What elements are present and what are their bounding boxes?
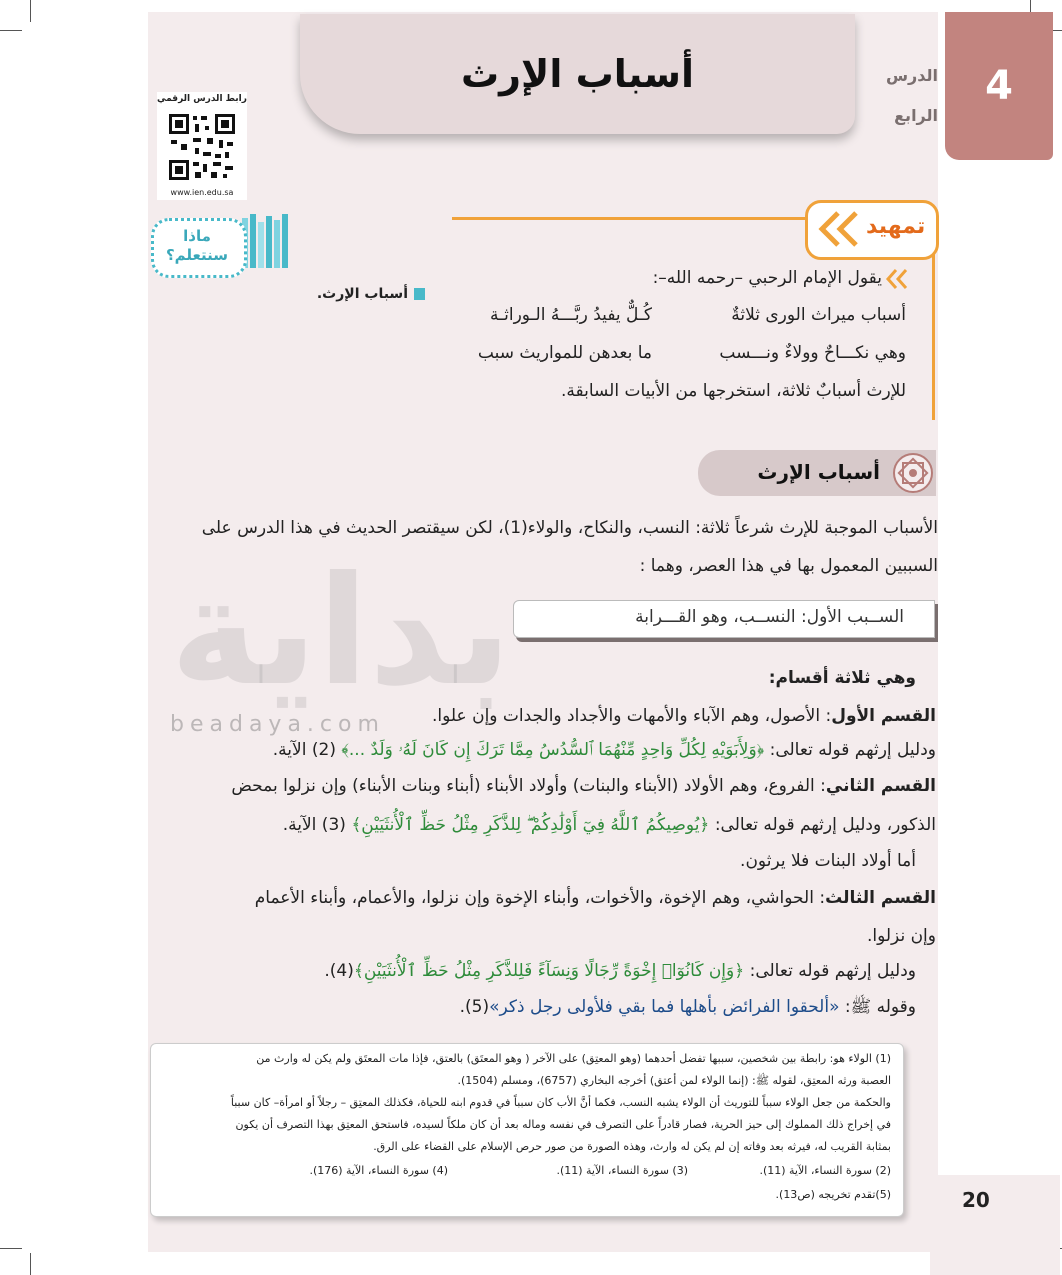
footnote-5: (5)تقدم تخريجه (ص13).: [775, 1188, 891, 1201]
body-line-9: [324, 960, 916, 981]
body-line-5: [283, 814, 936, 835]
lesson-ordinal: الرابع: [894, 106, 938, 125]
lesson-number-tab: [945, 12, 1053, 160]
body-line-10: [460, 996, 916, 1021]
quran-verse-1: ﴿وَلِأَبَوَيْهِ لِكُلِّ وَاحِدٍ مِّنْهُمَا ٱلسُّدُسُ مِمَّا تَرَكَ إِن كَانَ لَهُۥ وَلَدٌ ...﴾: [341, 740, 765, 760]
verse2-left: ما بعدهن للمواريث سبب: [477, 343, 652, 363]
second-part-label: القسم الثاني: [825, 776, 936, 796]
watermark-logo: بداية: [170, 545, 512, 719]
body-line-3-post: (2) الآية.: [272, 740, 336, 760]
verse2-right: وهي نكـــاحٌ وولاءٌ ونـــسب: [719, 343, 906, 363]
ornament-icon: [892, 452, 934, 494]
qr-caption: رابط الدرس الرقمي: [157, 94, 247, 104]
footnote-1c: والحكمة من جعل الولاء سبباً للتوريث أن الولاء يشبه النسب، فكما أنَّ الأب كان سبباً في قدوم ابنه للحياة، فكذلك المعتِق – رجلاً أو امرأة– كان سبباً: [230, 1096, 891, 1109]
verse1-left: كُـلٌّ يفيدُ ربَّـــهُ الـوراثـة: [490, 305, 652, 325]
tamheed-side-line: [932, 240, 935, 420]
footnote-3: (3) سورة النساء، الآية (11).: [556, 1164, 688, 1177]
body-line-7: [255, 888, 936, 908]
third-part-label: القسم الثالث: [825, 888, 936, 908]
qr-code-icon[interactable]: [167, 112, 237, 182]
qr-block[interactable]: [157, 92, 247, 200]
learn-label-line2: سنتعلم؟: [165, 246, 229, 264]
page-number: 20: [962, 1188, 990, 1212]
footnote-2: (2) سورة النساء، الآية (11).: [759, 1164, 891, 1177]
body-line-8: وإن نزلوا.: [866, 926, 936, 946]
verse1-right: أسباب ميراث الورى ثلاثةٌ: [731, 305, 906, 325]
body-line-1: وهي ثلاثة أقسام:: [768, 668, 916, 688]
page-number-box: [930, 1175, 1060, 1275]
section-title: أسباب الإرث: [757, 460, 880, 484]
qr-url[interactable]: www.ien.edu.sa: [170, 188, 234, 197]
footnote-4: (4) سورة النساء، الآية (176).: [309, 1164, 448, 1177]
title-banner: [300, 14, 855, 134]
books-icon: [240, 212, 292, 270]
body-line-4-text: : الفروع، وهم الأولاد (الأبناء والبنات) وأولاد الأبناء (أبناء وبنات الأبناء) وإن نزلوا بمحض: [231, 776, 826, 796]
crop-mark: [0, 1248, 22, 1249]
hadith-text: «ألحقوا الفرائض بأهلها فما بقي فلأولى رجل ذكر»: [489, 997, 840, 1017]
small-chevron-icon: [884, 268, 910, 290]
tamheed-label: تمهيد: [866, 214, 926, 239]
learn-label-line1: ماذا: [183, 227, 211, 245]
body-line-9-pre: ودليل إرثهم قوله تعالى:: [749, 961, 916, 981]
body-line-3: [273, 740, 936, 760]
tamheed-divider: [452, 217, 822, 220]
sub-header: [513, 600, 935, 638]
section-para-line1: الأسباب الموجبة للإرث شرعاً ثلاثة: النسب، والنكاح، والولاء(1)، لكن سيقتصر الحديث في هذا الدرس على: [201, 518, 938, 538]
body-line-4: [231, 776, 936, 796]
sub-header-text: الســبب الأول: النســب، وهو القـــرابة: [635, 607, 904, 627]
what-will-we-learn-box: [151, 218, 247, 278]
body-line-3-pre: ودليل إرثهم قوله تعالى:: [769, 740, 936, 760]
footnote-1e: بمثابة القريب له، فيرثه بعد وفاته إن لم يكن له وارث، وهذه الصورة من صور حرص الإسلام على القضاء على الرق.: [373, 1140, 891, 1153]
footnote-1d: في إخراج ذلك المملوك إلى حيز الحرية، فصار قادراً على التصرف في نفسه وماله بعد أن كان ملكاً لسيده، فاستحق المعتِق بهذا التصرف أن يكون: [235, 1118, 891, 1131]
body-line-10-post: (5).: [459, 997, 490, 1017]
tamheed-task: للإرث أسبابٌ ثلاثة، استخرجها من الأبيات السابقة.: [560, 381, 906, 401]
double-chevron-icon: [814, 211, 860, 247]
footnote-1b: العصبة ورثه المعتِق، لقوله ﷺ: (إنما الولاء لمن أعتق) أخرجه البخاري (6757)، ومسلم (1504).: [457, 1074, 891, 1087]
learn-item: [250, 286, 425, 302]
section-para-line2: السببين المعمول بها في هذا العصر، وهما :: [639, 556, 938, 576]
body-line-6: أما أولاد البنات فلا يرثون.: [740, 851, 916, 871]
footnote-1a: (1) الولاء هو: رابطة بين شخصين، سببها تفضل أحدهما (وهو المعتِق) على الآخر ( وهو المعتَق) بالعتق، فإذا مات المعتَق ولم يكن له وارث من: [256, 1052, 891, 1065]
body-line-9-post: (4).: [324, 961, 354, 981]
crop-mark: [30, 0, 31, 22]
first-part-label: القسم الأول: [831, 706, 936, 726]
crop-mark: [0, 30, 22, 31]
body-line-5-post: (3) الآية.: [282, 815, 346, 835]
lesson-number: 4: [985, 63, 1013, 109]
footnotes-box: [150, 1043, 904, 1217]
body-line-10-pre: وقوله ﷺ:: [844, 997, 916, 1017]
body-line-2: [432, 706, 936, 726]
crop-mark: [30, 1253, 31, 1275]
quran-verse-3: ﴿وَإِن كَانُوٓا۟ إِخْوَةً رِّجَالًا وَنِسَآءً فَلِلذَّكَرِ مِثْلُ حَظِّ ٱلْأُنثَيَيْنِ﴾: [353, 961, 745, 981]
watermark-url: beadaya.com: [170, 712, 385, 737]
learn-item-text: أسباب الإرث.: [316, 286, 408, 302]
quran-verse-2: ﴿يُوصِيكُمُ ٱللَّهُ فِيٓ أَوْلَٰدِكُمْ ۖ لِلذَّكَرِ مِثْلُ حَظِّ ٱلْأُنثَيَيْنِ﴾: [351, 815, 710, 835]
body-line-7-text: : الحواشي، وهم الإخوة، والأخوات، وأبناء الإخوة وإن نزلوا، والأعمام، وأبناء الأعمام: [254, 888, 826, 908]
lesson-word: الدرس: [885, 66, 938, 85]
book-bullet-icon: [414, 288, 425, 300]
page-title: أسباب الإرث: [461, 52, 694, 96]
learn-label: [154, 227, 240, 265]
body-line-2-text: : الأصول، وهم الآباء والأمهات والأجداد والجدات وإن علوا.: [432, 706, 832, 726]
tamheed-intro: يقول الإمام الرحبي –رحمه الله–:: [652, 268, 882, 288]
tamheed-badge: [805, 200, 939, 260]
body-line-5-pre: الذكور، ودليل إرثهم قوله تعالى:: [714, 815, 936, 835]
